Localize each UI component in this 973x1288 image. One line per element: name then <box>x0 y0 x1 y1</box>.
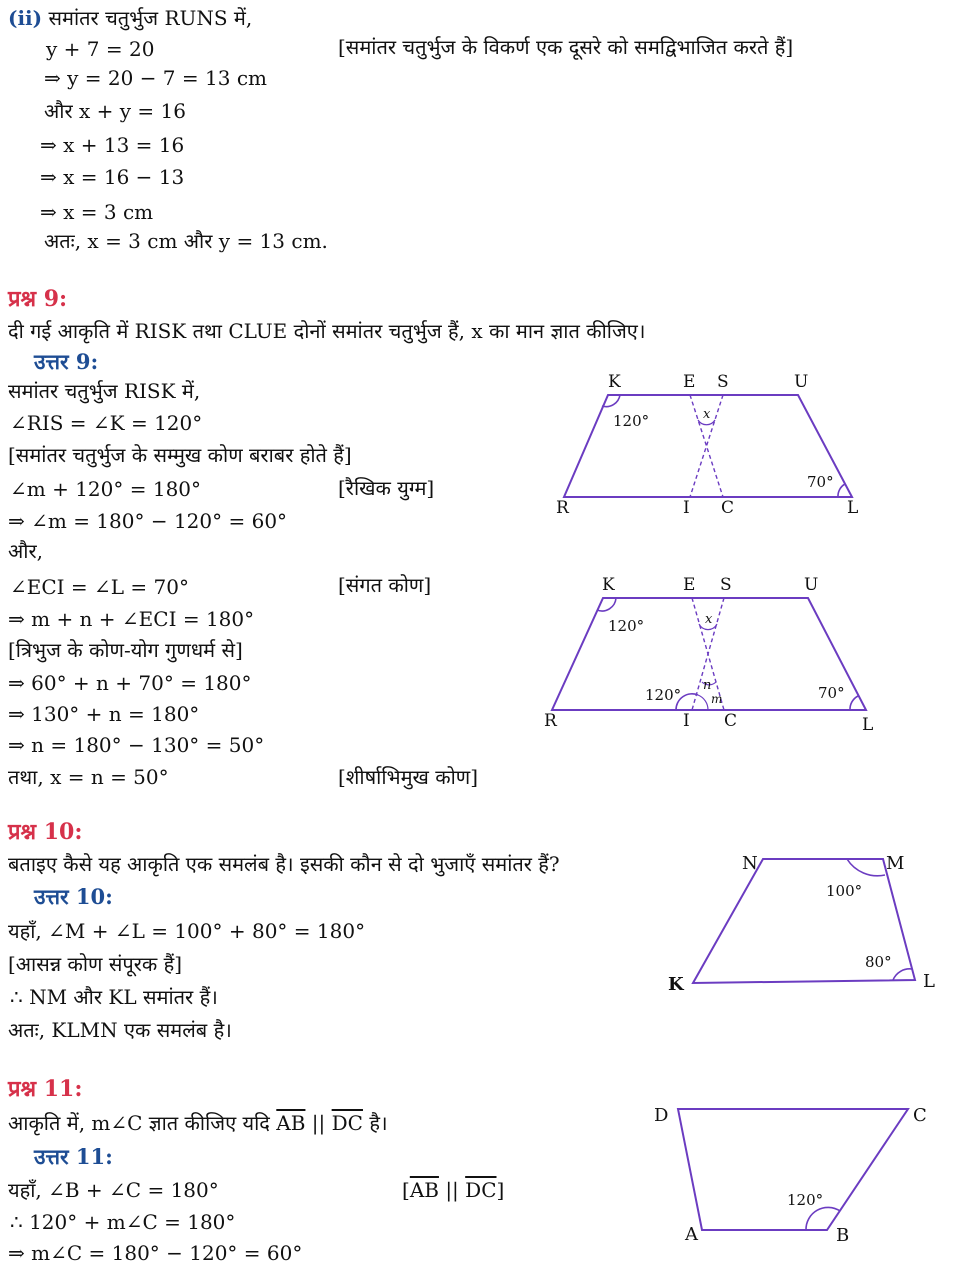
fig1-label-c: C <box>721 498 735 518</box>
q11-angle-b: 120° <box>787 1191 824 1209</box>
q11-line-2: ∴ 120° + m∠C = 180° <box>10 1210 236 1234</box>
q11-segment-ab: $\overline{AB}$ <box>276 1111 306 1135</box>
q10-arc-l <box>893 969 912 980</box>
q11-parallel-sign: || <box>311 1111 326 1135</box>
q10-label-n: N <box>742 853 758 874</box>
q9-line-12: ⇒ n = 180° − 130° = 50° <box>8 733 265 757</box>
q11-trapezoid-outline <box>678 1109 908 1230</box>
q11-reason: [$\overline{AB}$ || $\overline{DC}$] <box>402 1178 505 1202</box>
fig2-label-n: n <box>703 678 712 693</box>
fig2-angle-i: 120° <box>645 686 682 704</box>
q11-question-post: है। <box>369 1111 388 1135</box>
fig2-arc-l <box>850 696 858 710</box>
q11-reason-dc: $\overline{DC}$ <box>465 1178 497 1202</box>
fig2-label-e: E <box>683 575 696 595</box>
q9-reason-linear: [रैखिक युग्म] <box>338 476 435 500</box>
q8-line-4: ⇒ x + 13 = 16 <box>40 133 185 157</box>
q9-line-11: ⇒ 130° + n = 180° <box>8 702 200 726</box>
q9-reason-vertical: [शीर्षाभिमुख कोण] <box>338 765 479 789</box>
q10-label-l: L <box>923 971 935 992</box>
q9-figure-2 <box>540 570 880 740</box>
fig1-label-s: S <box>717 372 729 392</box>
fig1-label-x: x <box>703 407 711 422</box>
q11-segment-dc: $\overline{DC}$ <box>331 1111 363 1135</box>
q8-part-text: समांतर चतुर्भुज RUNS में, <box>48 6 253 30</box>
q9-question: दी गई आकृति में RISK तथा CLUE दोनों समांतर चतुर्भुज हैं, x का मान ज्ञात कीजिए। <box>8 319 646 343</box>
q8-line-3: और x + y = 16 <box>44 99 186 123</box>
q11-line-1: यहाँ, ∠B + ∠C = 180° <box>8 1178 219 1202</box>
q9-reason-corresponding: [संगत कोण] <box>338 573 432 597</box>
q9-answer-heading: उत्तर 9: <box>34 349 99 374</box>
q11-heading: प्रश्न 11: <box>8 1076 83 1102</box>
fig1-angle-k: 120° <box>613 412 650 430</box>
q8-line-1: y + 7 = 20 <box>46 37 155 61</box>
q8-part-label: (ii) <box>8 6 43 30</box>
fig2-label-r: R <box>544 711 557 731</box>
q10-line-2: [आसन्न कोण संपूरक हैं] <box>8 952 183 976</box>
q10-angle-m: 100° <box>826 882 863 900</box>
q9-heading: प्रश्न 9: <box>8 286 68 312</box>
q11-reason-ab: $\overline{AB}$ <box>409 1178 439 1202</box>
q9-line-3: [समांतर चतुर्भुज के सम्मुख कोण बराबर होते हैं] <box>8 443 352 467</box>
fig2-angle-k: 120° <box>608 617 645 635</box>
q9-line-10: ⇒ 60° + n + 70° = 180° <box>8 671 252 695</box>
q9-line-7: ∠ECI = ∠L = 70° <box>10 575 189 599</box>
fig1-label-i: I <box>683 498 690 518</box>
fig2-angle-l: 70° <box>818 684 845 702</box>
q9-line-1: समांतर चतुर्भुज RISK में, <box>8 379 201 403</box>
q11-question <box>8 1110 388 1136</box>
fig2-label-l: L <box>862 715 874 735</box>
fig2-label-u: U <box>804 575 819 595</box>
q9-line-8: ⇒ m + n + ∠ECI = 180° <box>8 607 255 631</box>
fig1-label-r: R <box>556 498 569 518</box>
q10-label-m: M <box>886 853 905 874</box>
fig1-label-k: K <box>608 372 621 392</box>
q8-part-heading <box>8 5 252 31</box>
q10-figure <box>660 845 960 1005</box>
q9-line-4: ∠m + 120° = 180° <box>10 477 202 501</box>
fig2-label-i: I <box>683 711 690 731</box>
q10-angle-l: 80° <box>865 953 892 971</box>
q11-label-d: D <box>654 1105 669 1126</box>
q11-figure <box>640 1095 960 1260</box>
fig2-label-k: K <box>602 575 615 595</box>
q8-line-5: ⇒ x = 16 − 13 <box>40 165 185 189</box>
q9-line-2: ∠RIS = ∠K = 120° <box>10 411 203 435</box>
fig2-label-c: C <box>724 711 738 731</box>
q10-question: बताइए कैसे यह आकृति एक समलंब है। इसकी कौन से दो भुजाएँ समांतर हैं? <box>8 852 560 876</box>
fig2-arc-m <box>698 695 708 710</box>
q10-line-4: अतः, KLMN एक समलंब है। <box>8 1018 232 1042</box>
q9-figure-1 <box>540 370 870 520</box>
q11-label-c: C <box>913 1105 927 1126</box>
q10-heading: प्रश्न 10: <box>8 819 83 845</box>
q11-answer-heading: उत्तर 11: <box>34 1144 113 1169</box>
q9-line-9: [त्रिभुज के कोण-योग गुणधर्म से] <box>8 638 243 662</box>
q10-label-k: K <box>668 974 684 995</box>
fig1-label-l: L <box>847 498 859 518</box>
q11-question-pre: आकृति में, m∠C ज्ञात कीजिए यदि <box>8 1111 270 1135</box>
q9-line-13: तथा, x = n = 50° <box>8 765 169 789</box>
fig2-label-m: m <box>711 692 723 706</box>
fig2-label-s: S <box>720 575 732 595</box>
q11-line-3: ⇒ m∠C = 180° − 120° = 60° <box>8 1241 303 1265</box>
q10-line-1: यहाँ, ∠M + ∠L = 100° + 80° = 180° <box>8 919 366 943</box>
fig1-label-e: E <box>683 372 696 392</box>
q8-line-6: ⇒ x = 3 cm <box>40 200 154 224</box>
q8-line-2: ⇒ y = 20 − 7 = 13 cm <box>44 66 267 90</box>
q11-label-a: A <box>685 1224 698 1245</box>
q11-reason-parallel: || <box>445 1178 459 1202</box>
q11-label-b: B <box>836 1225 850 1246</box>
q8-line-7: अतः, x = 3 cm और y = 13 cm. <box>44 229 328 253</box>
fig1-label-u: U <box>794 372 809 392</box>
fig2-label-x: x <box>705 612 713 627</box>
q8-reason: [समांतर चतुर्भुज के विकर्ण एक दूसरे को समद्विभाजित करते हैं] <box>338 35 794 59</box>
fig1-angle-l: 70° <box>807 473 834 491</box>
fig1-arc-l <box>838 484 845 497</box>
q10-answer-heading: उत्तर 10: <box>34 884 113 909</box>
q10-line-3: ∴ NM और KL समांतर हैं। <box>10 985 218 1009</box>
q10-arc-m <box>847 859 885 876</box>
q9-line-5: ⇒ ∠m = 180° − 120° = 60° <box>8 509 288 533</box>
q9-line-6: और, <box>8 539 43 563</box>
